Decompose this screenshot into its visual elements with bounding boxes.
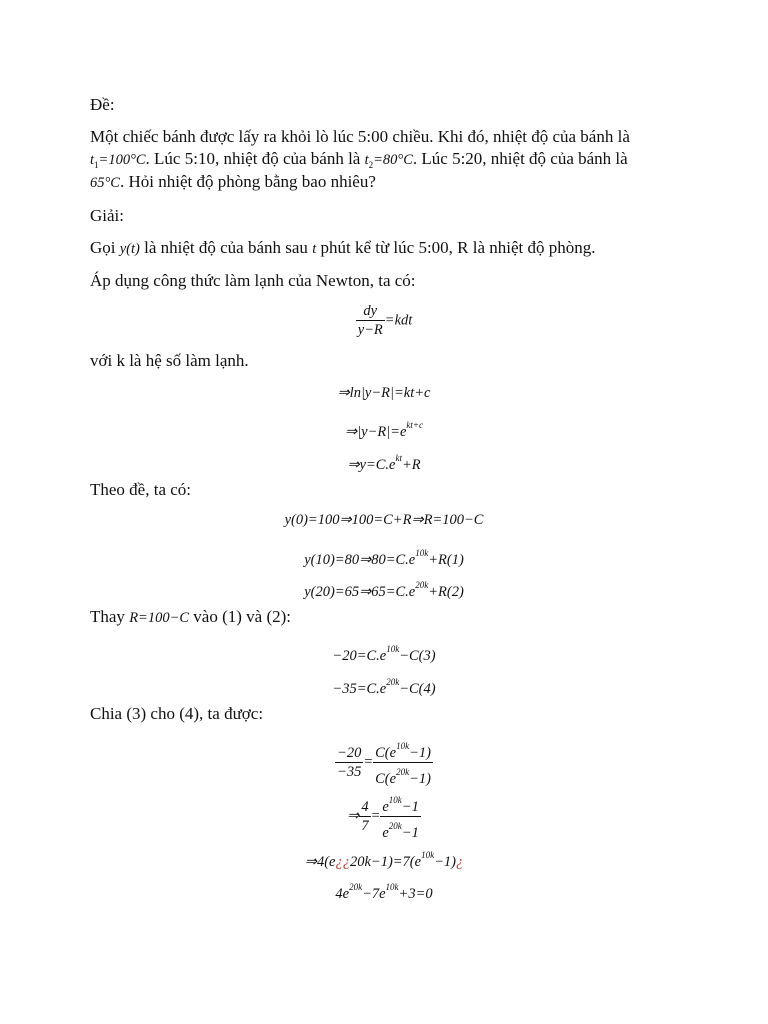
ratio-2-eq: = <box>370 807 381 824</box>
sub-eq-2-exp: 20k <box>386 677 400 687</box>
problem-line-2-mid: . Lúc 5:10, nhiệt độ của bánh là <box>145 149 365 168</box>
ratio-1-right-num <box>373 737 433 763</box>
quadratic-b: −7e <box>362 886 386 902</box>
ratio-2-rden-a: e <box>382 825 389 841</box>
sub-eq-1 <box>0 639 768 666</box>
heading-de: Đề: <box>90 95 115 114</box>
ratio-2-rnum-b: −1 <box>401 799 419 815</box>
newton-equation <box>0 302 768 339</box>
deriv-3-b: +R <box>401 457 421 473</box>
step-final-b: 20k−1)=7(e <box>349 854 422 870</box>
deriv-2 <box>0 415 768 442</box>
ratio-2-rden-b: −1 <box>401 825 419 841</box>
goi-post: phút kể từ lúc 5:00, R là nhiệt độ phòng. <box>316 238 596 257</box>
ratio-2-right <box>380 791 420 842</box>
sub-eq-1-exp: 10k <box>386 644 400 654</box>
quadratic-exp-1: 20k <box>349 882 363 892</box>
chia-line: Chia (3) cho (4), ta được: <box>90 704 264 723</box>
system-3-b: +R(2) <box>428 584 464 600</box>
ratio-1-right <box>373 737 433 788</box>
step-final-artifact-2: ¿ <box>455 854 464 870</box>
theode-line: Theo đề, ta có: <box>90 480 192 499</box>
deriv-3 <box>0 448 768 475</box>
system-3 <box>0 575 768 602</box>
ratio-1-rden-a: C(e <box>375 771 397 787</box>
step-final-a: ⇒4(e <box>304 854 336 870</box>
ratio-2-rnum-exp: 10k <box>388 795 402 805</box>
ratio-1-left <box>335 744 363 781</box>
ratio-1-right-den <box>373 763 433 788</box>
newton-rhs: =kdt <box>384 312 413 329</box>
step-final-c: −1) <box>434 854 456 870</box>
goi-pre: Gọi <box>90 238 120 257</box>
step-final <box>0 845 768 872</box>
t2-var: t <box>364 152 369 168</box>
deriv-2-exp: kt+c <box>406 420 423 430</box>
t2-value: =80°C <box>373 152 413 168</box>
newton-fraction <box>356 302 385 339</box>
ratio-2-pre: ⇒ <box>347 807 360 824</box>
quadratic-equation <box>0 877 768 904</box>
ratio-1-left-num: −20 <box>337 745 362 761</box>
goi-t: t <box>312 241 317 257</box>
system-2-exp: 10k <box>415 548 429 558</box>
problem-line-1: Một chiếc bánh được lấy ra khỏi lò lúc 5:00 chiều. Khi đó, nhiệt độ của bánh là <box>90 127 630 146</box>
step-final-artifact-1: ¿¿ <box>335 854 350 870</box>
t1-sub: 1 <box>94 160 99 170</box>
ratio-2-left <box>359 798 370 835</box>
question-text: . Hỏi nhiệt độ phòng bằng bao nhiêu? <box>119 172 376 191</box>
quadratic-exp-2: 10k <box>385 882 399 892</box>
ratio-2-right-den <box>380 817 420 842</box>
sub-eq-1-a: −20=C.e <box>332 648 387 664</box>
system-2-a: y(10)=80⇒80=C.e <box>304 552 416 568</box>
ratio-1-eq: = <box>363 753 374 770</box>
ratio-2-rden-exp: 20k <box>388 821 402 831</box>
quadratic-a: 4e <box>335 886 350 902</box>
problem-line-3 <box>90 171 376 194</box>
sub-eq-1-b: −C(3) <box>399 648 436 664</box>
goi-line <box>90 237 596 260</box>
system-2 <box>0 543 768 570</box>
ratio-2-right-num <box>380 791 420 817</box>
thay-line <box>90 606 291 629</box>
thay-pre: Thay <box>90 607 130 626</box>
problem-line-2-end: . Lúc 5:20, nhiệt độ của bánh là <box>412 149 628 168</box>
heading-giai: Giải: <box>90 206 124 225</box>
sub-eq-2-a: −35=C.e <box>332 681 387 697</box>
ratio-1-rnum-a: C(e <box>375 745 397 761</box>
ratio-2-rnum-a: e <box>382 799 389 815</box>
deriv-3-exp: kt <box>395 453 402 463</box>
final-temp: 65°C <box>90 175 120 191</box>
t2-sub: 2 <box>368 160 374 170</box>
sub-eq-2-b: −C(4) <box>399 681 436 697</box>
ratio-1-rnum-b: −1) <box>409 745 431 761</box>
system-3-a: y(20)=65⇒65=C.e <box>304 584 416 600</box>
newton-num: dy <box>356 302 385 321</box>
thay-expr: R=100−C <box>129 610 190 626</box>
newton-den: y−R <box>357 322 383 338</box>
goi-mid: là nhiệt độ của bánh sau <box>139 238 313 257</box>
t1-value: =100°C <box>98 152 146 168</box>
system-1: y(0)=100⇒100=C+R⇒R=100−C <box>284 512 484 528</box>
thay-post: vào (1) và (2): <box>189 607 292 626</box>
quadratic-c: +3=0 <box>398 886 433 902</box>
ratio-1-rden-b: −1) <box>409 771 431 787</box>
goi-yt: y(t) <box>119 241 140 257</box>
voik-line: với k là hệ số làm lạnh. <box>90 351 249 370</box>
ratio-2 <box>0 791 768 842</box>
system-3-exp: 20k <box>415 580 429 590</box>
sub-eq-2 <box>0 672 768 699</box>
ratio-1 <box>0 737 768 788</box>
deriv-2-base: ⇒|y−R|=e <box>345 424 407 440</box>
system-2-b: +R(1) <box>428 552 464 568</box>
ratio-2-left-den: 7 <box>361 818 369 834</box>
ratio-1-rnum-exp: 10k <box>396 741 410 751</box>
step-final-exp: 10k <box>421 850 435 860</box>
apdung-line: Áp dụng công thức làm lạnh của Newton, ta có: <box>90 271 416 290</box>
deriv-1: ⇒ln|y−R|=kt+c <box>337 385 431 401</box>
deriv-3-a: ⇒y=C.e <box>347 457 396 473</box>
ratio-2-left-num: 4 <box>361 799 369 815</box>
ratio-1-left-den: −35 <box>337 764 362 780</box>
t1-var: t <box>90 152 95 168</box>
ratio-1-rden-exp: 20k <box>396 767 410 777</box>
